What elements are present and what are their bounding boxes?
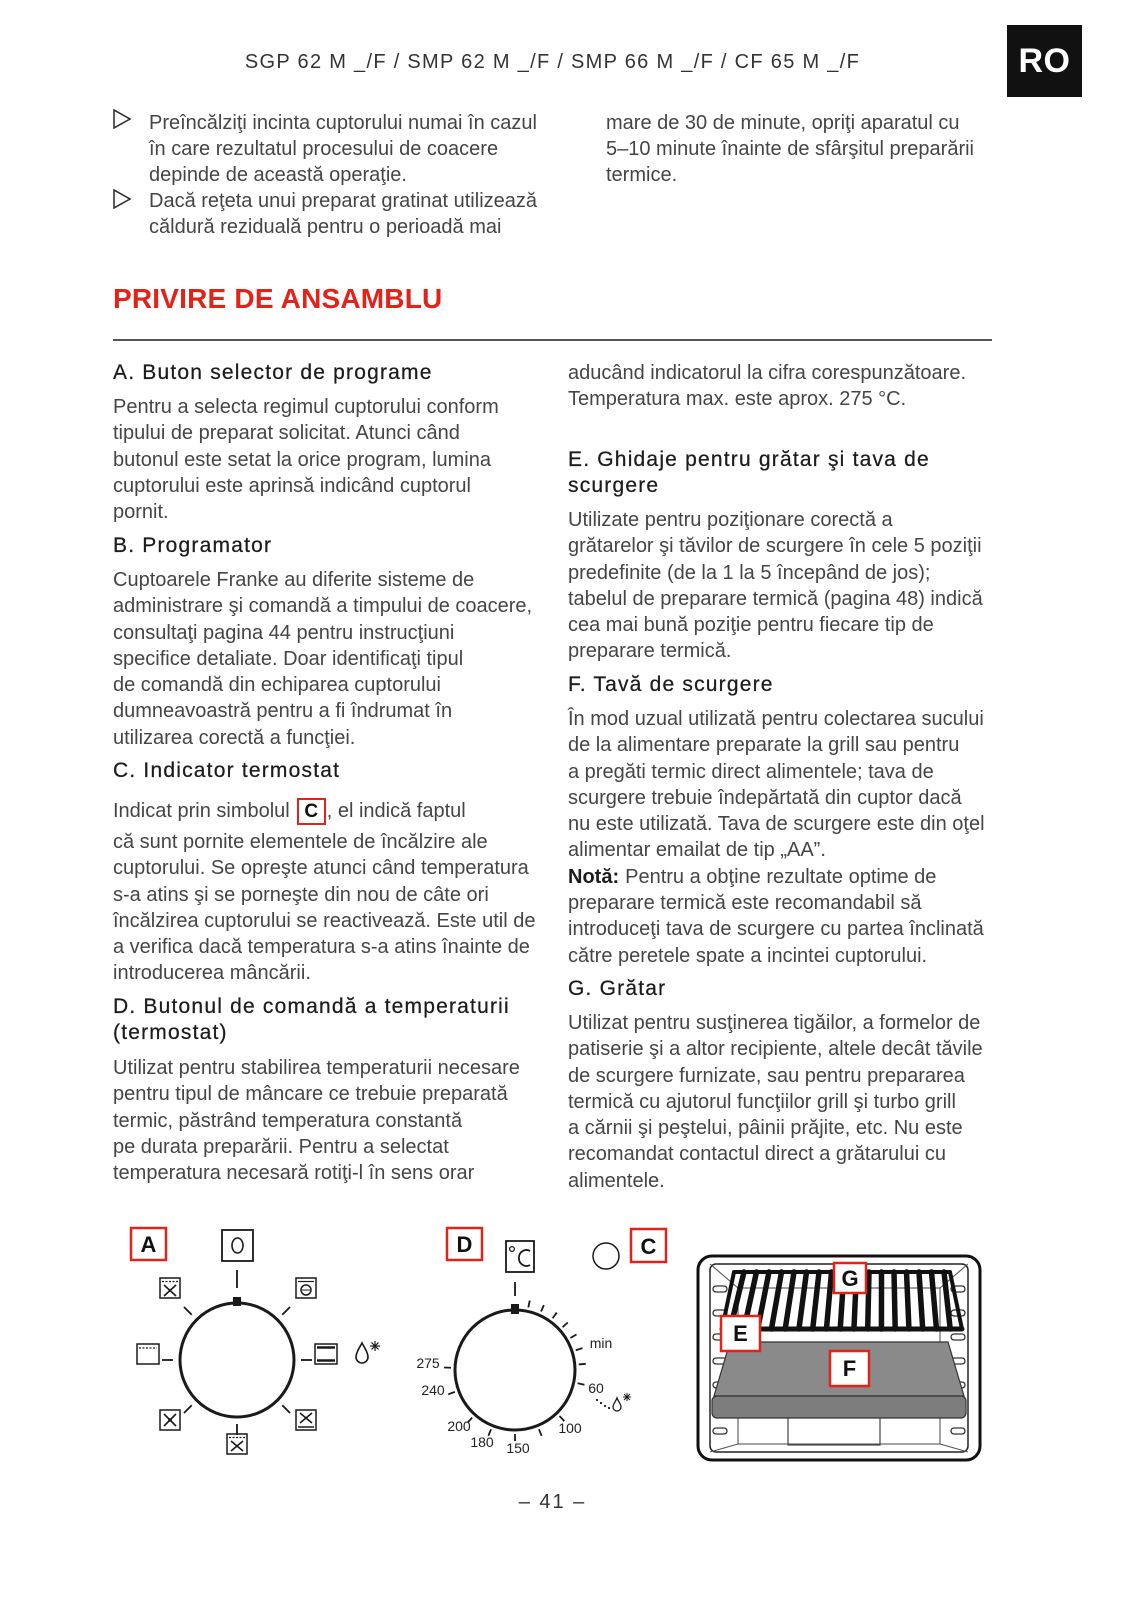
fan-top-heat-icon — [296, 1410, 316, 1430]
text-line: încălzirea cuptorului se reactivează. Este util de — [113, 909, 536, 932]
text-line: de comandă din echiparea cuptorului — [113, 674, 441, 697]
dial-tick — [282, 1405, 290, 1413]
heading-g — [568, 976, 666, 1002]
bullet-triangle-icon — [112, 109, 132, 129]
text-line: Utilizate pentru poziţionare corectă a — [568, 509, 893, 531]
program-selector-dial — [131, 1228, 380, 1454]
body-g — [568, 1010, 983, 1194]
turbo-grill-icon — [227, 1434, 247, 1454]
text-line: butonul este setat la orice program, lumina — [113, 448, 491, 471]
text-line: cuptorului este aprinsă indicând cuptorul — [113, 474, 471, 497]
text-line: în care rezultatul procesului de coacere — [149, 138, 499, 160]
dial-tick — [541, 1305, 544, 1311]
dial-tick — [448, 1392, 455, 1394]
scale-60: 60 — [588, 1380, 604, 1396]
dial-tick — [282, 1307, 290, 1315]
text-line: a verifica dacă temperatura s-a atins înainte de — [113, 936, 530, 959]
text-line: introducerea mâncării. — [113, 962, 311, 985]
text-line: scurgere — [568, 474, 660, 497]
text-line: introduceţi tava de scurgere cu partea înclinată — [568, 918, 984, 941]
text-line: Temperatura max. este aprox. 275 °C. — [568, 388, 907, 411]
body-c — [113, 829, 535, 987]
text-line: Preîncălziţi incinta cuptorului numai în cazul — [149, 112, 537, 134]
text-line: consultaţi pagina 44 pentru instrucţiuni — [113, 621, 455, 644]
selector-pointer — [233, 1297, 241, 1306]
text-line: pornit. — [113, 501, 169, 524]
text-line: utilizarea corectă a funcţiei. — [113, 726, 356, 749]
text-line: pe durata preparării. Pentru a selectat — [113, 1135, 449, 1158]
page-number: – 41 – — [518, 1491, 587, 1513]
oven-cavity-illustration — [698, 1256, 980, 1460]
text-line: de la alimentare preparate la grill sau pentru — [568, 734, 960, 757]
rack-bar — [919, 1272, 923, 1329]
text-line: preparare termică este recomandabil să — [568, 892, 922, 914]
text-line: tipului de preparat solicitat. Atunci când — [113, 422, 460, 445]
body-a — [113, 394, 499, 525]
label-d: D — [456, 1232, 473, 1257]
dial-tick — [579, 1364, 586, 1365]
rack-bar — [894, 1272, 895, 1329]
heading-b — [113, 533, 272, 559]
text-line: A. Buton selector de programe — [113, 361, 433, 384]
section-divider — [113, 339, 992, 341]
body-c-first-line — [113, 797, 466, 825]
intro-bullet-2 — [149, 188, 537, 240]
scale-150: 150 — [506, 1440, 530, 1456]
fan-bottom-heat-icon — [296, 1278, 316, 1298]
label-f: F — [842, 1356, 857, 1381]
oven-lamp-icon — [222, 1230, 253, 1261]
text-line: alimentar emailat de tip „AA”. — [568, 839, 826, 862]
text-line: aducând indicatorul la cifra corespunzătoare. — [568, 362, 967, 384]
dial-tick — [578, 1383, 585, 1384]
text-line: specifice detaliate. Doar identificaţi tipul — [113, 647, 464, 670]
rack-bar — [907, 1272, 909, 1329]
text-line: Pentru a selecta regimul cuptorului conform — [113, 396, 499, 418]
heading-d — [113, 994, 510, 1046]
selector-knob-circle — [180, 1303, 294, 1417]
intro-bullet-1 — [149, 110, 537, 188]
text-line: s-a atins şi se porneşte din nou de câte ori — [113, 883, 489, 906]
fan-grill-icon — [160, 1278, 180, 1298]
text-line: predefinite (de la 1 la 5 începând de jos); — [568, 561, 931, 584]
rack-bar — [868, 1272, 869, 1329]
text-line: scurgere trebuie îndepărtată din cuptor dacă — [568, 786, 962, 809]
oven-diagram — [0, 1210, 1128, 1480]
heading-e — [568, 447, 930, 499]
text-line: E. Ghidaje pentru grătar şi tava de — [568, 448, 930, 471]
text-line: de scurgere furnizate, sau pentru prepararea — [568, 1064, 965, 1087]
dial-tick — [539, 1429, 542, 1435]
body-f — [568, 706, 985, 864]
defrost-icon — [356, 1341, 380, 1363]
body-b — [113, 567, 532, 751]
text-line: recomandat contactul direct a grătarului cu — [568, 1143, 946, 1166]
heading-a — [113, 360, 433, 386]
text-line: cea mai bună poziţie pentru fiecare tip de — [568, 614, 934, 637]
text-line: C. Indicator termostat — [113, 759, 341, 782]
text-line: cuptorului. Se opreşte atunci când temperatura — [113, 857, 529, 880]
text-line: a cărnii şi peştelui, pâinii prăjite, etc. Nu este — [568, 1117, 963, 1140]
scale-100: 100 — [558, 1420, 582, 1436]
label-c: C — [640, 1234, 657, 1259]
text-line: tabelul de preparare termică (pagina 48) indică — [568, 587, 983, 610]
text-line: depinde de această operaţie. — [149, 164, 407, 186]
fan-icon — [160, 1410, 180, 1430]
thermostat-symbol-label: C — [297, 798, 326, 825]
dial-tick — [576, 1348, 583, 1350]
text-line: În mod uzual utilizată pentru colectarea sucului — [568, 708, 984, 730]
heading-c — [113, 758, 340, 784]
text-line: pentru tipul de mâncare ce trebuie preparată — [113, 1083, 508, 1106]
scale-min: min — [589, 1335, 613, 1351]
text-line: termice. — [606, 164, 678, 186]
scale-240: 240 — [421, 1382, 445, 1398]
text-line: (termostat) — [113, 1021, 228, 1044]
scale-275: 275 — [416, 1355, 440, 1371]
dial-tick — [528, 1301, 529, 1308]
intro-continuation — [606, 110, 974, 188]
thermostat-icon — [506, 1241, 534, 1272]
note-text: Pentru a obţine rezultate optime de — [625, 866, 937, 888]
note-label: Notă: — [568, 866, 620, 888]
dial-tick — [553, 1313, 557, 1319]
text-line: termică cu ajutorul funcţiilor grill şi turbo grill — [568, 1090, 956, 1113]
thermostat-dial — [416, 1228, 666, 1456]
language-badge: RO — [1007, 25, 1082, 97]
body-f-note — [568, 890, 984, 969]
dial-tick — [184, 1405, 192, 1413]
text-line: căldură reziduală pentru o perioadă mai — [149, 216, 502, 238]
body-d — [113, 1055, 520, 1186]
body-c-text-after: , el indică faptul — [326, 799, 466, 822]
text-line: G. Grătar — [568, 977, 667, 1000]
text-line: F. Tavă de scurgere — [568, 673, 774, 696]
dial-tick — [563, 1322, 568, 1327]
dial-tick — [184, 1307, 192, 1315]
text-line: temperatura necesară rotiţi-l în sens orar — [113, 1162, 475, 1185]
label-e: E — [733, 1321, 748, 1346]
heading-f — [568, 672, 774, 698]
text-line: nu este utilizată. Tava de scurgere este din oţel — [568, 813, 985, 836]
text-line: patiserie şi a altor recipiente, altele decât tăvile — [568, 1038, 983, 1061]
text-line: Dacă reţeta unui preparat gratinat utilizează — [149, 190, 538, 212]
body-e — [568, 507, 983, 665]
text-line: preparare termică. — [568, 640, 732, 663]
scale-200: 200 — [447, 1418, 471, 1434]
conventional-heat-icon — [315, 1344, 337, 1364]
model-header: SGP 62 M _/F / SMP 62 M _/F / SMP 66 M _/F / CF 65 M _/F — [244, 51, 861, 73]
note-line — [568, 864, 936, 890]
text-line: termic, păstrând temperatura constantă — [113, 1109, 463, 1132]
body-d-continued — [568, 360, 966, 413]
text-line: 5–10 minute înainte de sfârşitul preparării — [606, 138, 974, 160]
text-line: administrare şi comandă a timpului de coacere, — [113, 595, 533, 618]
grill-icon — [137, 1344, 159, 1364]
text-line: către peretele spate a incintei cuptorului. — [568, 944, 928, 967]
scale-180: 180 — [470, 1434, 494, 1450]
text-line: a pregăti termic direct alimentele; tava de — [568, 760, 934, 783]
text-line: D. Butonul de comandă a temperaturii — [113, 995, 510, 1018]
text-line: că sunt pornite elementele de încălzire ale — [113, 831, 488, 853]
text-line: Cuptoarele Franke au diferite sisteme de — [113, 569, 475, 591]
text-line: mare de 30 de minute, opriţi aparatul cu — [606, 112, 960, 134]
thermostat-pointer — [511, 1304, 519, 1314]
body-c-text-before: Indicat prin simbolul — [113, 799, 290, 822]
label-a: A — [140, 1232, 157, 1257]
thermostat-lamp-icon — [593, 1243, 619, 1269]
text-line: Utilizat pentru stabilirea temperaturii necesare — [113, 1057, 520, 1079]
thermostat-knob-circle — [455, 1310, 575, 1430]
text-line: B. Programator — [113, 534, 273, 557]
text-line: grătarelor şi tăvilor de scurgere în cele 5 poziţii — [568, 535, 982, 558]
text-line: Utilizat pentru susţinerea tigăilor, a formelor de — [568, 1012, 981, 1034]
text-line: alimentele. — [568, 1169, 665, 1192]
dial-tick — [570, 1335, 576, 1339]
section-title: PRIVIRE DE ANSAMBLU — [113, 283, 443, 314]
label-g: G — [841, 1266, 859, 1291]
text-line: dumneavoastră pentru a fi îndrumat în — [113, 700, 453, 723]
bullet-triangle-icon — [112, 189, 132, 209]
